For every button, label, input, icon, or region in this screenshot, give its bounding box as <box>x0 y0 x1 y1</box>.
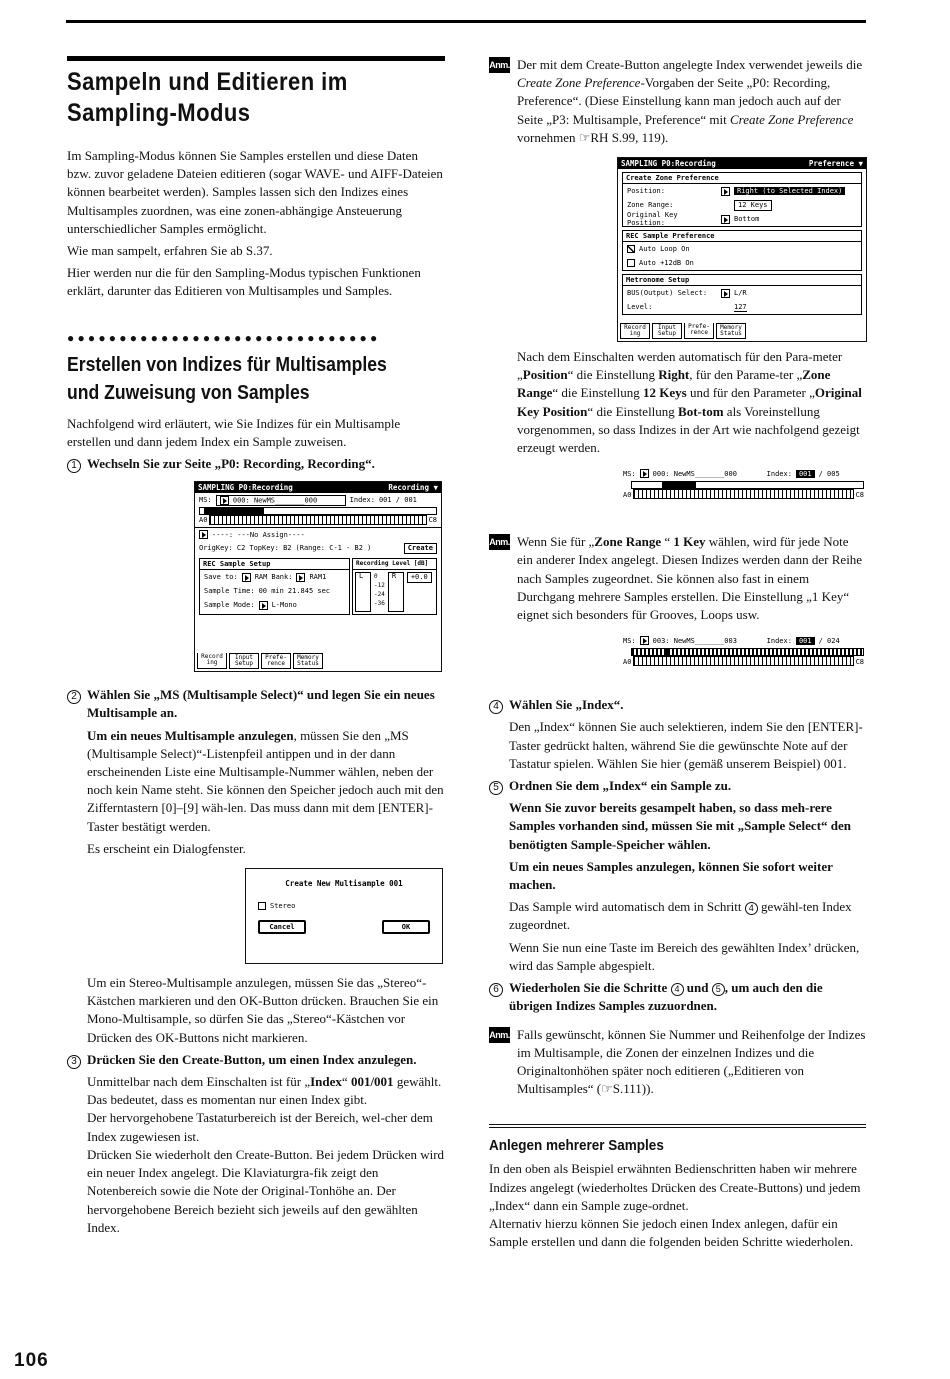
level-scale: 0 -12 -24 -36 <box>374 573 385 608</box>
step-1 <box>67 455 445 473</box>
tab-recording[interactable]: Record ing <box>620 323 650 339</box>
note-badge: Anm. <box>489 57 510 73</box>
step-6 <box>489 979 866 1015</box>
dot-divider: ●●●●●●●●●●●●●●●●●●●●●●●●●●●●●● <box>67 330 381 345</box>
keyboard-graphic <box>633 489 853 499</box>
step-number: 4 <box>489 700 503 714</box>
tab-memory-status[interactable]: Memory Status <box>716 323 746 339</box>
step-2-paragraph-2: Es erscheint ein Dialogfenster. <box>87 840 246 856</box>
recording-screen <box>194 481 442 672</box>
tab-input-setup[interactable]: Input Setup <box>229 653 259 669</box>
index-zone-strip <box>199 507 437 515</box>
step-5-paragraph-1: Wenn Sie zuvor bereits gesampelt haben, so dass meh-rere Samples vorhanden sind, müssen Sie mit „Sample Select“ den benötigten Sample-Speicher wählen. <box>509 800 852 852</box>
index-value[interactable]: 001 / 001 <box>378 496 417 505</box>
index-selected[interactable]: 001 <box>796 470 815 478</box>
ms-select[interactable]: 000: NewMS_______000 <box>216 495 346 506</box>
intro-paragraph-2: Wie man sampelt, erfahren Sie ab S.37. <box>67 243 273 259</box>
step-number: 5 <box>489 781 503 795</box>
right-column <box>489 56 866 1251</box>
section-title: Sampeln und Editieren im Sampling-Modus <box>67 68 348 127</box>
keyboard-graphic <box>633 656 853 666</box>
recording-level-meter: Recording Level [dB] L 0 -12 -24 -36 R +0.0 <box>352 558 437 615</box>
position-arrow-icon[interactable] <box>721 187 730 196</box>
subsection-intro: Nachfolgend wird erläutert, wie Sie Indizes für ein Multisample erstellen und dann jedem Index ein Sample zuweisen. <box>67 415 401 449</box>
screen-header: SAMPLING P0:Recording Preference ▼ <box>618 158 866 169</box>
bank-arrow-icon[interactable] <box>296 573 305 582</box>
sample-list-arrow-icon[interactable] <box>199 530 208 539</box>
step-title: Wechseln Sie zur Seite „P0: Recording, Recording“. <box>87 456 375 472</box>
ms-row: MS: 000: NewMS_______000 Index: 001 / 001 <box>199 496 417 505</box>
step-number: 3 <box>67 1055 81 1069</box>
step-number: 1 <box>67 459 81 473</box>
level-value[interactable]: +0.0 <box>407 572 432 583</box>
position-value[interactable]: Right (to Selected Index) <box>734 187 845 195</box>
step-number: 6 <box>489 983 503 997</box>
screen-header: SAMPLING P0:Recording Recording ▼ <box>195 482 441 493</box>
ms-arrow-icon[interactable] <box>640 469 649 478</box>
create-zone-preference: Create Zone Preference Position: Right (to Selected Index) Zone Range: 12 Keys Original Key Position: Bottom <box>622 172 862 227</box>
stereo-checkbox[interactable] <box>258 902 266 910</box>
title-rule <box>67 56 445 61</box>
index-strip-12keys: MS: 000: NewMS_______000 Index: 001 / 005 A0 C8 <box>621 467 866 515</box>
save-to-arrow-icon[interactable] <box>242 573 251 582</box>
preference-defaults-paragraph: Nach dem Einschalten werden automatisch für den Para-meter „Position“ die Einstellung Right, für den Parame-ter „Zone Range“ die Einstellung 12 Keys und für den Parameter „Original Key Position“ die Einstellung Bot-tom als Voreinstellung vorgenommen, so dass Indizes in der Art wie nachfolgend gezeigt erzeugt werden. <box>517 349 862 456</box>
note-editing-later: Anm. Falls gewünscht, können Sie Nummer und Reihenfolge der Indizes im Multisample, die Zonen der einzelnen Indizes und die Originaltonhöhen später noch editieren („Editieren von Multisamples“ (☞S.111)). <box>489 1026 866 1097</box>
note-badge: Anm. <box>489 1027 510 1043</box>
note-zone-range-1key: Anm. Wenn Sie für „Zone Range “ 1 Key wählen, wird für jede Note ein anderer Index angelegt. Diesen Indizes werden dann der Reihe nach Samples zugeordnet. Sie können also fast in einem Durchgang mehrere Samples erstellen. Die Einstellung „1 Key“ eignet sich besonders für Grooves, Loops usw. <box>489 534 863 623</box>
auto-loop-checkbox[interactable] <box>627 245 635 253</box>
note-badge: Anm. <box>489 534 510 550</box>
step-2 <box>67 686 445 722</box>
keyboard-graphic[interactable] <box>209 515 426 525</box>
step-5-paragraph-3: Das Sample wird automatisch dem in Schritt 4 gewähl-ten Index zugeordnet. <box>509 899 852 933</box>
bus-arrow-icon[interactable] <box>721 289 730 298</box>
tab-preference[interactable]: Prefe- rence <box>261 653 291 669</box>
level-value[interactable]: 127 <box>734 302 747 311</box>
step-title: Wählen Sie „MS (Multisample Select)“ und legen Sie ein neues Multisample an. <box>87 687 435 721</box>
page-tabs <box>195 652 325 670</box>
step-3-paragraph-2: Der hervorgehobene Tastaturbereich ist der Bereich, wel-cher dem Index zugewiesen ist. <box>87 1110 433 1144</box>
step-title: Wählen Sie „Index“. <box>509 697 624 713</box>
step-4-paragraph: Den „Index“ können Sie auch selektieren, indem Sie den [ENTER]-Taster gedrückt halten, während Sie die gewünschte Note auf der Tastatur spielen. Wählen Sie hier (gemäß unserem Beispiel) 001. <box>509 719 863 771</box>
step-2-paragraph-1: Um ein neues Multisample anzulegen, müssen Sie den „MS (Multisample Select)“-Listenpfeil antippen und in der dann erscheinenden Liste eine Multisample-Nummer wählen, neben der noch kein Name steht. Sie können den Speicher jedoch auch mit den Zifferntastern [0]–[9] wäh-len. Das muss dann mit dem [ENTER]-Taster bestätigt werden. <box>87 727 444 834</box>
metronome-setup: Metronome Setup BUS(Output) Select: L/R Level: 127 <box>622 274 862 315</box>
create-multisample-dialog <box>245 868 443 964</box>
step-5 <box>489 777 866 795</box>
ok-button[interactable]: OK <box>382 920 430 934</box>
auto-12db-checkbox[interactable] <box>627 259 635 267</box>
stereo-option: Stereo <box>258 902 430 910</box>
step-3-paragraph-1: Unmittelbar nach dem Einschalten ist für „Index“ 001/001 gewählt. Das bedeutet, dass es momentan nur einen Index gibt. <box>87 1074 442 1108</box>
dialog-title: Create New Multisample 001 <box>285 879 403 889</box>
intro-paragraph-1: Im Sampling-Modus können Sie Samples erstellen und diese Daten bzw. zuvor geladene Dateien editieren (sogar WAVE- und AIFF-Dateien können bearbeitet werden). Samples lassen sich den Indizes eines Multisamples zuordnen, was eine zonen-abhängige Ansteuerung unterschiedlicher Samples ermöglicht. <box>67 148 443 236</box>
tab-memory-status[interactable]: Memory Status <box>293 653 323 669</box>
step-4 <box>489 696 866 714</box>
tab-preference[interactable]: Prefe- rence <box>684 323 714 339</box>
page-number: 106 <box>14 1350 49 1371</box>
step-2-paragraph-3: Um ein Stereo-Multisample anzulegen, müssen Sie das „Stereo“-Kästchen markieren und den OK-Button drücken. Brauchen Sie ein Mono-Multisample, so dürfen Sie das „Stereo“-Kästchen vor Drücken des OK-Buttons nicht markieren. <box>87 975 439 1045</box>
step-number: 2 <box>67 690 81 704</box>
preference-screen <box>617 157 867 342</box>
tab-recording[interactable]: Record ing <box>197 653 227 669</box>
anlegen-title: Anlegen mehrerer Samples <box>489 1137 664 1155</box>
anlegen-paragraph-2: Alternativ hierzu können Sie jedoch einen Index anlegen, dafür ein Sample erstellen und dann die folgenden beiden Schritte wiederholen. <box>489 1215 854 1250</box>
key-range-row: OrigKey: C2 TopKey: B2 (Range: C-1 - B2 ) Create <box>195 541 441 555</box>
zone-strip <box>631 481 864 489</box>
rec-setup-area <box>195 555 441 618</box>
okp-arrow-icon[interactable] <box>721 215 730 224</box>
ms-arrow-icon[interactable] <box>640 636 649 645</box>
step-3-paragraph-3: Drücken Sie wiederholt den Create-Button. Bei jedem Drücken wird ein neuer Index angelegt. Die Klaviaturgra-fik zeigt den Notenbereich sowie die Note der Original-Tonhöhe an. Der hervorgehobene Bereich bezieht sich jeweils auf den gewählten Index. <box>87 1146 445 1235</box>
step-title: Ordnen Sie dem „Index“ ein Sample zu. <box>509 778 732 794</box>
top-rule <box>66 20 866 23</box>
cancel-button[interactable]: Cancel <box>258 920 306 934</box>
index-strip-1key: MS: 003: NewMS_______003 Index: 001 / 024 A0 C8 <box>621 634 866 682</box>
rec-sample-setup: REC Sample Setup Save to: RAM Bank: RAM1 Sample Time: 00 min 21.845 sec Sample Mode: L-Mono <box>199 558 350 615</box>
step-5-paragraph-2: Um ein neues Samples anzulegen, können Sie sofort weiter machen. <box>509 858 833 893</box>
tab-input-setup[interactable]: Input Setup <box>652 323 682 339</box>
left-column <box>67 56 445 1237</box>
zone-range-value[interactable]: 12 Keys <box>734 200 772 211</box>
step-3 <box>67 1051 445 1069</box>
sample-row: ----: ---No Assign---- <box>195 527 441 541</box>
step-title: Wiederholen Sie die Schritte 4 und 5 , um auch den die übrigen Indizes Samples zuzuordnen. <box>509 980 823 1014</box>
zone-strip <box>631 648 864 656</box>
list-arrow-icon[interactable] <box>220 496 229 505</box>
note-create-zone: Anm. Der mit dem Create-Button angelegte Index verwendet jeweils die Create Zone Preference-Vorgaben der Seite „P0: Recording, Preference“. (Diese Einstellung kann man jedoch auch auf der Seite „P3: Multisample, Preference“ mit Create Zone Preference vornehmen ☞RH S.99, 119). <box>489 57 863 145</box>
step-title: Drücken Sie den Create-Button, um einen Index anzulegen. <box>87 1051 417 1067</box>
anlegen-paragraph-1: In den oben als Beispiel erwähnten Bedienschritten haben wir mehrere Indizes angelegt (wiederholtes Drücken des Create-Buttons) und jedem „Index“ dann ein Sample zuge-ordnet. <box>489 1161 861 1213</box>
page-tabs <box>618 322 748 340</box>
index-selected[interactable]: 001 <box>796 637 815 645</box>
step-5-paragraph-4: Wenn Sie nun eine Taste im Bereich des gewählten Index’ drücken, wird das Sample abgespielt. <box>509 939 860 973</box>
create-button[interactable]: Create <box>404 543 437 554</box>
subsection-title: Erstellen von Indizes für Multisamples und Zuweisung von Samples <box>67 353 387 404</box>
intro-paragraph-3: Hier werden nur die für den Sampling-Modus typischen Funktionen erklärt, darunter das Editieren von Multisamples und Samples. <box>67 265 421 299</box>
keyboard-area: A0 C8 <box>195 507 441 525</box>
section-divider <box>489 1124 866 1128</box>
rec-sample-preference: REC Sample Preference Auto Loop On Auto +12dB On <box>622 230 862 271</box>
sample-mode-arrow-icon[interactable] <box>259 601 268 610</box>
